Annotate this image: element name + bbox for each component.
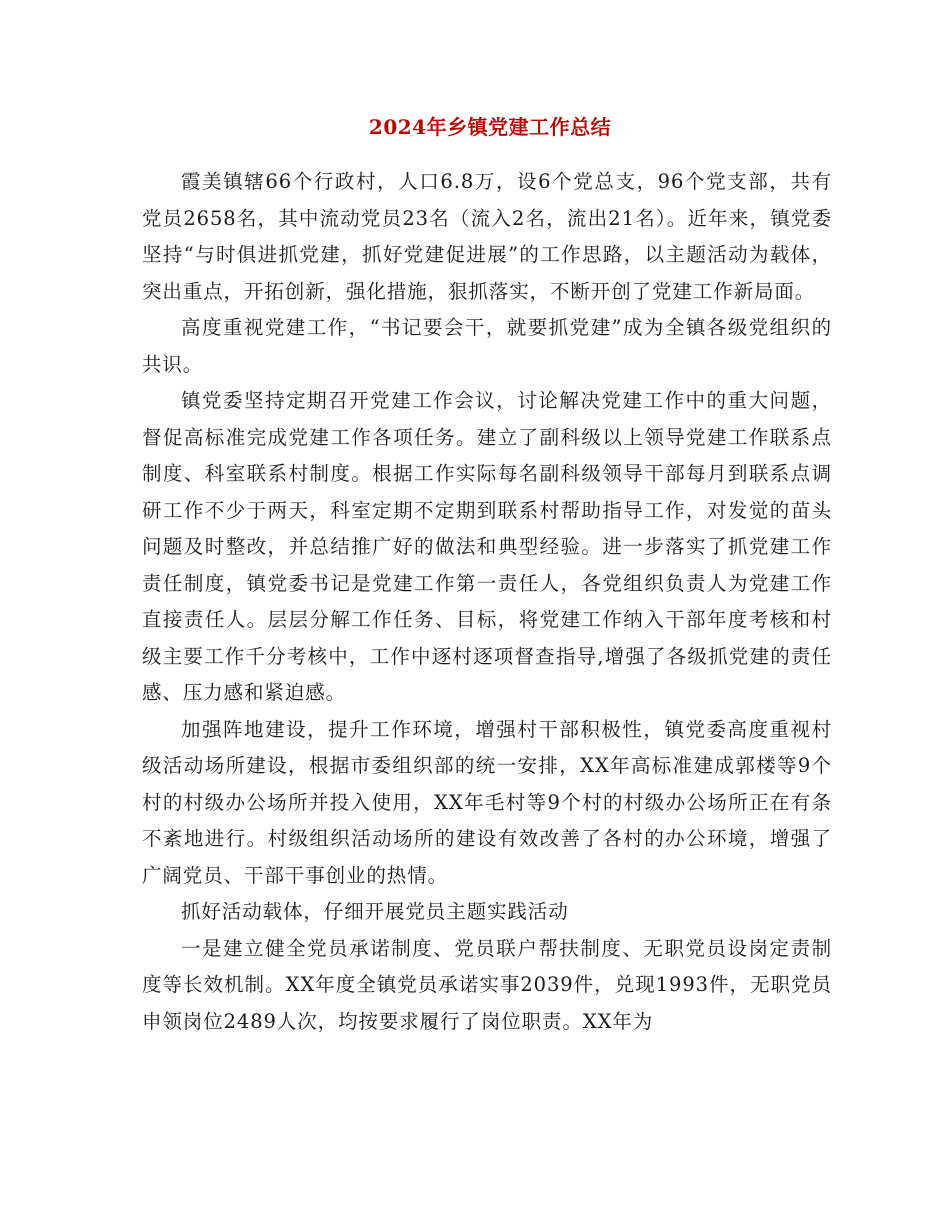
paragraph-facilities: 加强阵地建设，提升工作环境，增强村干部积极性，镇党委高度重视村级活动场所建设，根据市委组织部的统一安排，XX年高标准建成郭楼等9个村的村级办公场所并投入使用，XX年毛村等9个村的村级办公场所正在有条不紊地进行。村级组织活动场所的建设有效改善了各村的办公环境，增强了广阔党员、干部干事创业的热情。 [142, 717, 832, 887]
paragraph-commitment-system: 一是建立健全党员承诺制度、党员联户帮扶制度、无职党员设岗定责制度等长效机制。XX年度全镇党员承诺实事2039件，兑现1993件，无职党员申领岗位2489人次，均按要求履行了岗位职责。XX年为 [142, 936, 832, 1033]
paragraph-responsibility: 镇党委坚持定期召开党建工作会议，讨论解决党建工作中的重大问题，督促高标准完成党建工作各项任务。建立了副科级以上领导党建工作联系点制度、科室联系村制度。根据工作实际每名副科级领导干部每月到联系点调研工作不少于两天，科室定期不定期到联系村帮助指导工作，对发觉的苗头问题及时整改，并总结推广好的做法和典型经验。进一步落实了抓党建工作责任制度，镇党委书记是党建工作第一责任人，各党组织负责人为党建工作直接责任人。层层分解工作任务、目标，将党建工作纳入干部年度考核和村级主要工作千分考核中，工作中逐村逐项督查指导,增强了各级抓党建的责任感、压力感和紧迫感。 [142, 389, 832, 704]
paragraph-activities-heading: 抓好活动载体，仔细开展党员主题实践活动 [181, 900, 569, 923]
paragraph-importance: 高度重视党建工作，“书记要会干，就要抓党建”成为全镇各级党组织的共识。 [142, 316, 832, 376]
document-body [142, 164, 832, 1040]
document-title: 2024年乡镇党建工作总结 [368, 115, 612, 139]
paragraph-overview: 霞美镇辖66个行政村，人口6.8万，设6个党总支，96个党支部，共有党员2658名，其中流动党员23名（流入2名，流出21名）。近年来，镇党委坚持“与时俱进抓党建，抓好党建促进展”的工作思路，以主题活动为载体，突出重点，开拓创新，强化措施，狠抓落实，不断开创了党建工作新局面。 [142, 170, 832, 303]
